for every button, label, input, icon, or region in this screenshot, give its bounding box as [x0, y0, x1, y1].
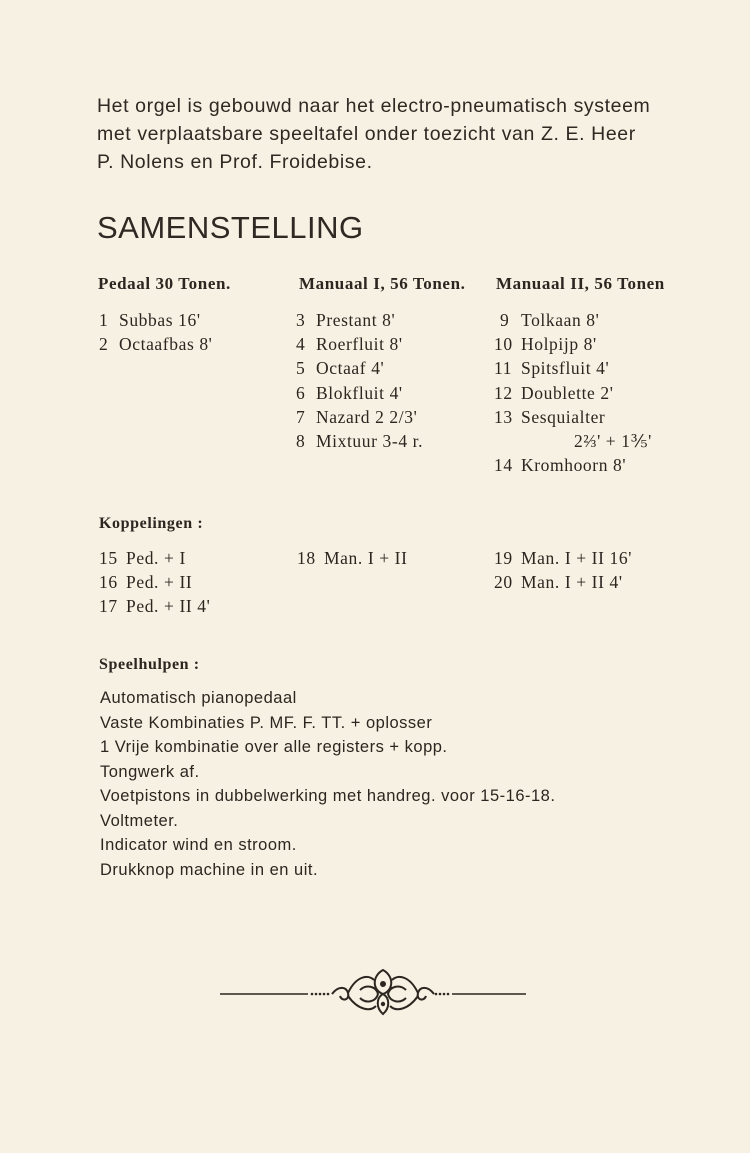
stop-item — [296, 429, 423, 453]
stop-number: 4 — [296, 334, 306, 355]
stop-name: Spitsfluit 4' — [521, 358, 610, 379]
intro-line: met verplaatsbare speeltafel onder toezicht van Z. E. Heer — [97, 123, 636, 145]
coupler-item — [494, 570, 632, 594]
aid-item: Voltmeter. — [100, 811, 179, 830]
coupler-number: 18 — [297, 548, 316, 568]
stop-number: 8 — [296, 431, 306, 452]
stop-item — [494, 381, 652, 405]
stop-name: Roerfluit 8' — [316, 334, 403, 355]
section-heading: SAMENSTELLING — [97, 210, 364, 245]
coupler-item — [297, 546, 408, 570]
coupler-number: 19 — [494, 548, 513, 568]
coupler-text: Man. I + II 4' — [521, 572, 623, 593]
manuaal2-title: Manuaal II, 56 Tonen — [496, 274, 665, 293]
speelhulpen-list — [100, 686, 555, 882]
stop-number: 7 — [296, 406, 306, 427]
coupler-text: Man. I + II 16' — [521, 548, 632, 568]
coupler-text: Ped. + II — [126, 572, 193, 593]
stop-item — [494, 356, 652, 380]
stop-name: Doublette 2' — [521, 382, 614, 403]
koppelingen-list-2 — [297, 546, 408, 570]
intro-line: Het orgel is gebouwd naar het electro-pneumatisch systeem — [97, 95, 651, 117]
coupler-number: 15 — [99, 548, 118, 568]
stop-name: Blokfluit 4' — [316, 382, 403, 403]
stop-number: 6 — [296, 382, 306, 403]
stop-item — [296, 308, 423, 332]
stop-number: 13 — [494, 406, 513, 427]
stop-number: 2 — [99, 334, 109, 355]
stop-item — [296, 405, 423, 429]
coupler-item — [99, 594, 210, 618]
stop-item — [494, 332, 652, 356]
stop-name: Holpijp 8' — [521, 334, 597, 355]
coupler-text: Ped. + I — [126, 548, 186, 568]
intro-line: P. Nolens en Prof. Froidebise. — [97, 151, 373, 173]
stop-number: 3 — [296, 310, 306, 330]
aid-item: Indicator wind en stroom. — [100, 836, 297, 854]
stop-item — [494, 453, 652, 477]
stop-number: 5 — [296, 358, 306, 379]
stop-item — [296, 381, 423, 405]
coupler-number: 20 — [494, 572, 513, 593]
stop-number: 9 — [500, 310, 510, 330]
stop-item — [296, 356, 423, 380]
stop-number: 10 — [494, 334, 513, 355]
stop-item — [296, 332, 423, 356]
stop-name: Prestant 8' — [316, 310, 396, 330]
stop-number: 14 — [494, 455, 513, 476]
stop-name: Sesquialter — [521, 406, 606, 427]
stop-name: Octaafbas 8' — [119, 334, 213, 355]
stop-name: Kromhoorn 8' — [521, 455, 627, 476]
stop-name: Octaaf 4' — [316, 358, 385, 379]
speelhulpen-label: Speelhulpen : — [99, 656, 200, 673]
stop-number: 12 — [494, 382, 513, 403]
koppelingen-list-1 — [99, 546, 210, 619]
manuaal2-stop-list — [494, 308, 652, 477]
stop-item — [99, 332, 212, 356]
stop-item — [494, 405, 652, 429]
stop-name: Subbas 16' — [119, 310, 201, 330]
aid-item: 1 Vrije kombinatie over alle registers + kopp. — [100, 738, 448, 756]
sesquialter-detail: 2⅔' + 1⅗' — [574, 431, 652, 452]
pedaal-title: Pedaal 30 Tonen. — [98, 274, 231, 293]
coupler-text: Man. I + II — [324, 548, 408, 568]
stop-number: 1 — [99, 310, 109, 330]
coupler-item — [99, 546, 210, 570]
manuaal1-stop-list — [296, 308, 423, 453]
stop-number: 11 — [494, 358, 513, 379]
stop-name: Mixtuur 3-4 r. — [316, 431, 424, 452]
aid-item: Tongwerk af. — [100, 762, 200, 781]
intro-paragraph — [97, 92, 697, 176]
coupler-item — [494, 546, 632, 570]
ornament-divider — [220, 966, 526, 1018]
stop-name: Tolkaan 8' — [521, 310, 600, 330]
coupler-number: 16 — [99, 572, 118, 593]
stop-item — [99, 308, 212, 332]
manuaal1-title: Manuaal I, 56 Tonen. — [299, 274, 466, 293]
koppelingen-list-3 — [494, 546, 632, 594]
coupler-item — [99, 570, 210, 594]
aid-item: Vaste Kombinaties P. MF. F. TT. + oplosser — [100, 713, 433, 732]
coupler-number: 17 — [99, 596, 118, 617]
stop-name: Nazard 2 2/3' — [316, 406, 418, 427]
aid-item: Automatisch pianopedaal — [100, 689, 297, 707]
koppelingen-label: Koppelingen : — [99, 515, 204, 532]
pedaal-stop-list — [99, 308, 212, 356]
coupler-text: Ped. + II 4' — [126, 596, 211, 617]
stop-item — [494, 308, 652, 332]
aid-item: Voetpistons in dubbelwerking met handreg. voor 15-16-18. — [100, 787, 556, 805]
aid-item: Drukknop machine in en uit. — [100, 860, 319, 879]
